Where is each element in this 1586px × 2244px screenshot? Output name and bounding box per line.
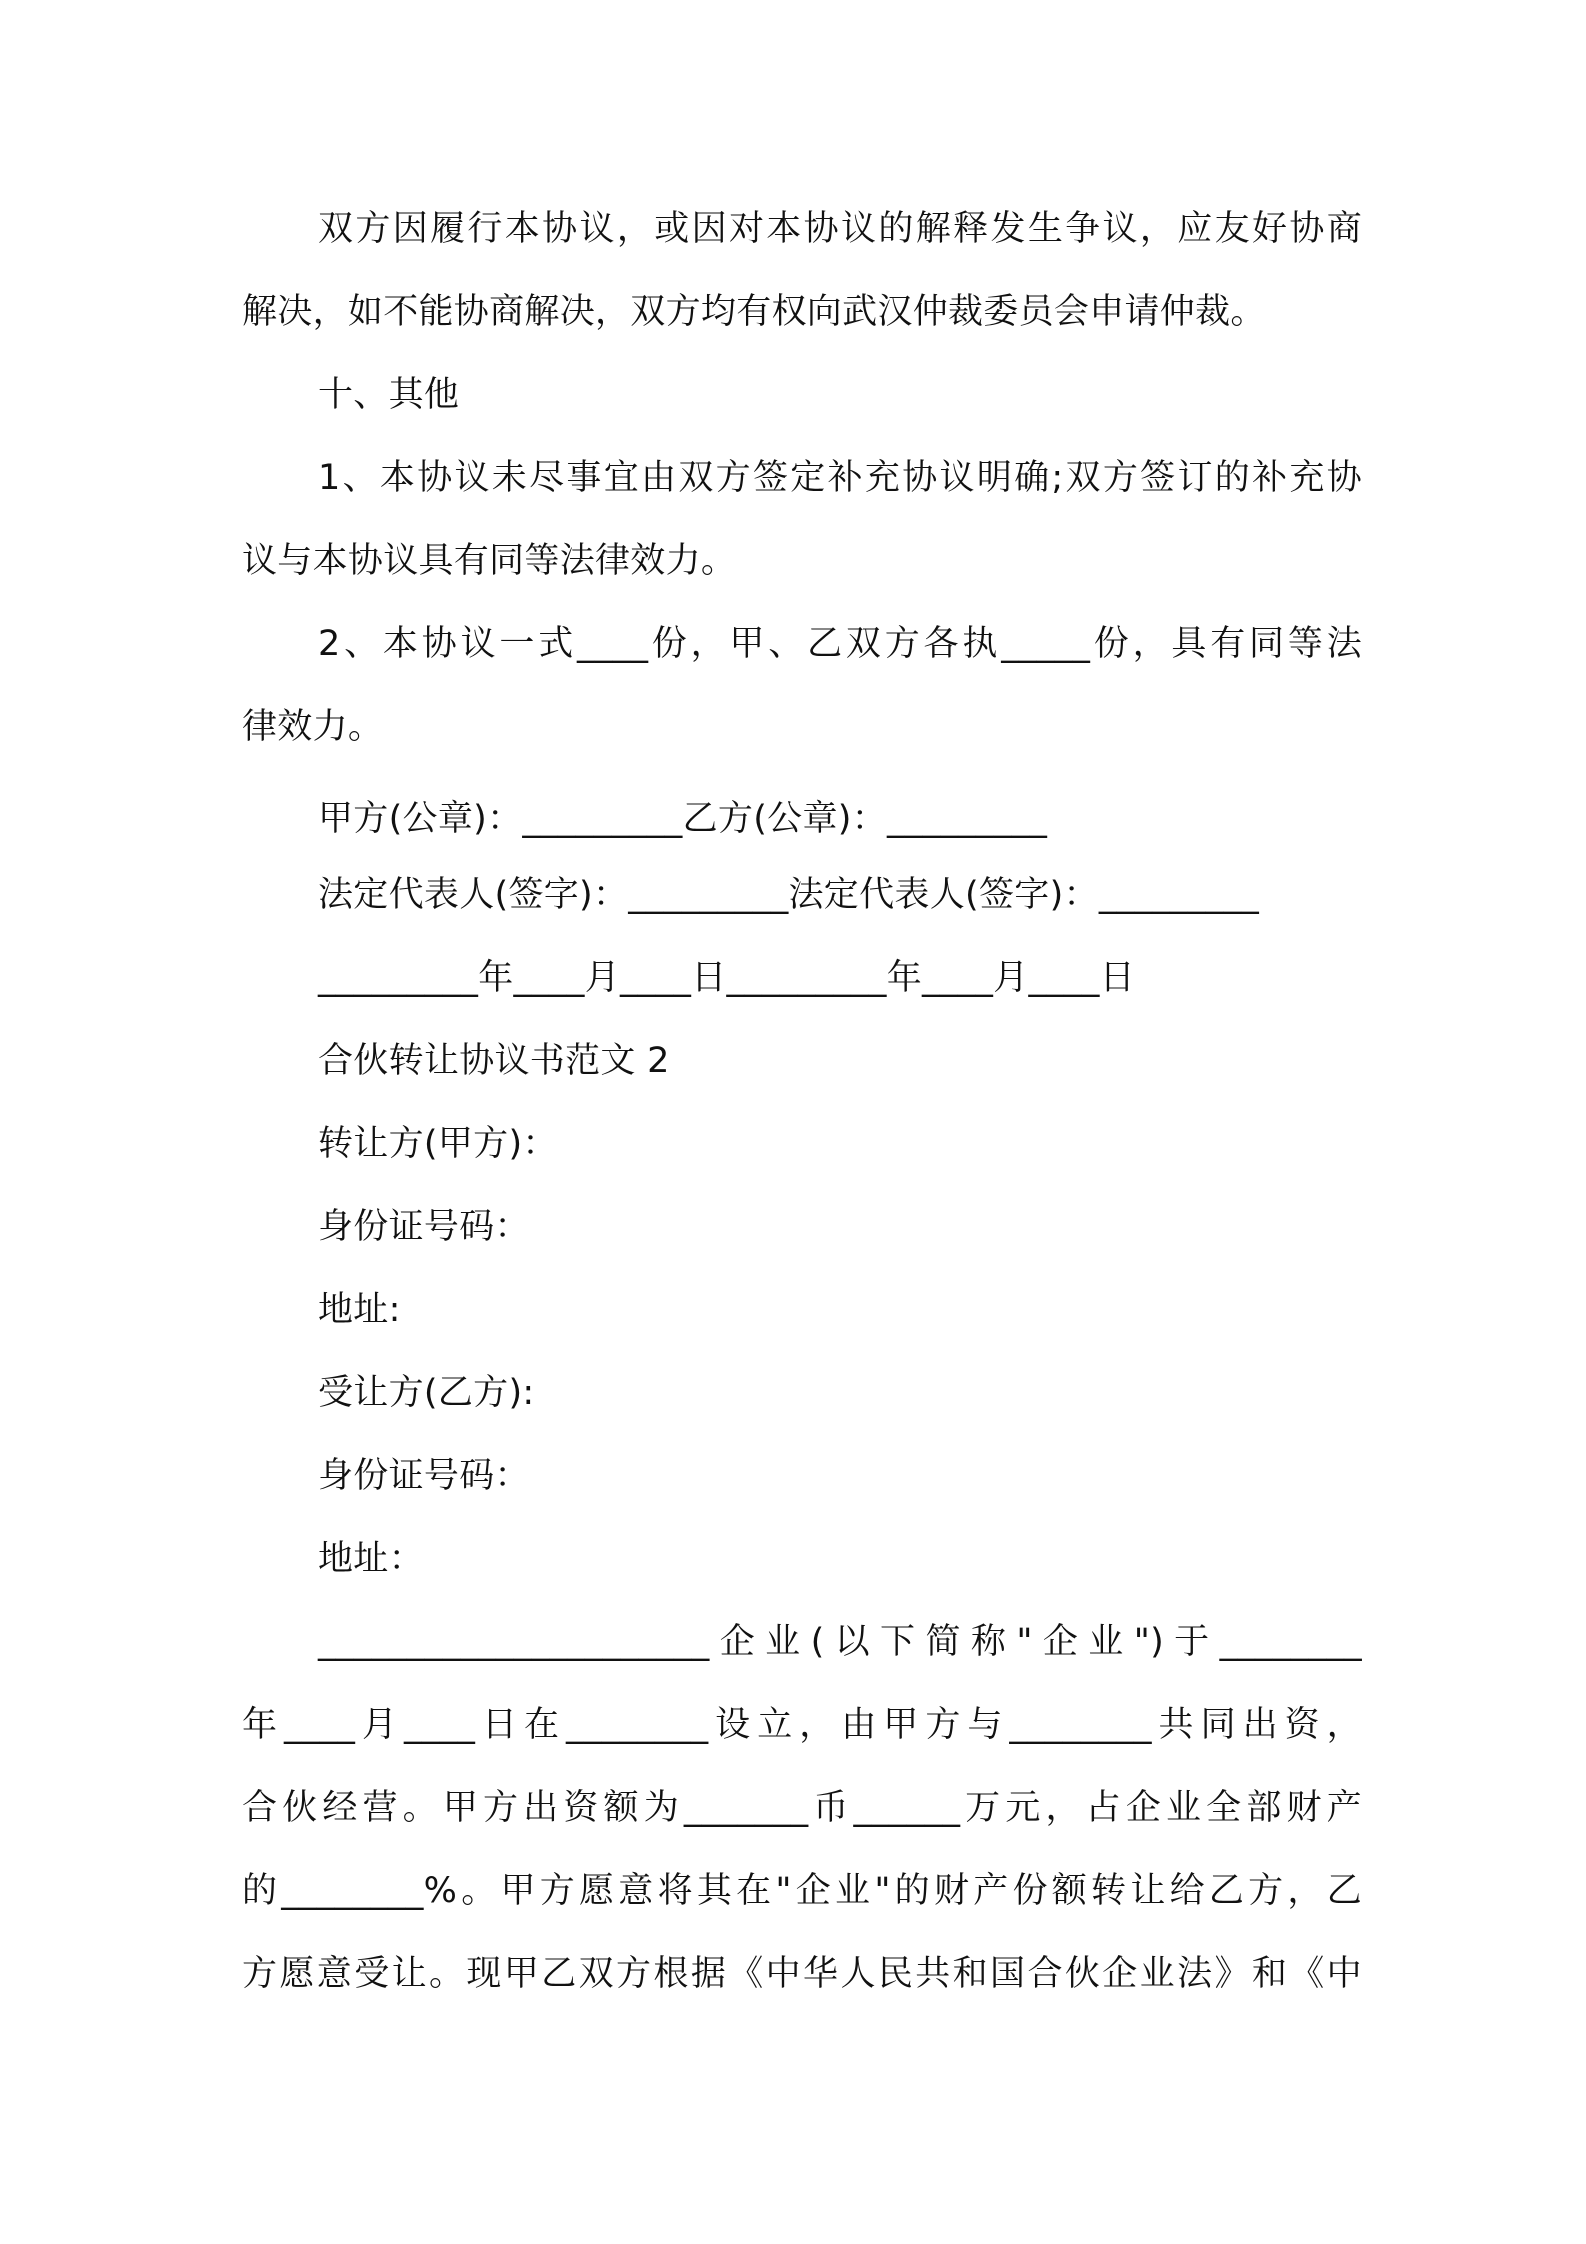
seal-line: 甲方(公章)：_________乙方(公章)：_________ bbox=[318, 799, 1048, 839]
clause-2-line-1: 2、本协议一式____份，甲、乙双方各执_____份，具有同等法 bbox=[318, 624, 1362, 664]
transferee-id-label: 身份证号码： bbox=[318, 1456, 530, 1496]
dispute-paragraph-line-2: 解决，如不能协商解决，双方均有权向武汉仲裁委员会申请仲裁。 bbox=[242, 292, 1266, 332]
dispute-paragraph-line-1: 双方因履行本协议，或因对本协议的解释发生争议，应友好协商 bbox=[318, 209, 1362, 249]
transferee-address-label: 地址： bbox=[318, 1539, 424, 1579]
transferee-label: 受让方(乙方): bbox=[318, 1373, 535, 1413]
transferor-address-label: 地址: bbox=[318, 1290, 401, 1330]
clause-2-line-2: 律效力。 bbox=[242, 707, 384, 747]
agreement-body-line-5: 方愿意受让。现甲乙双方根据《中华人民共和国合伙企业法》和《中 bbox=[242, 1954, 1362, 1994]
agreement-body-line-1: ______________________企业(以下简称"企业")于________ bbox=[318, 1622, 1362, 1662]
section-heading-other: 十、其他 bbox=[318, 375, 460, 415]
transferor-id-label: 身份证号码： bbox=[318, 1207, 530, 1247]
transferor-label: 转让方(甲方)： bbox=[318, 1124, 558, 1164]
clause-1-line-2: 议与本协议具有同等法律效力。 bbox=[242, 541, 737, 581]
signature-line: 法定代表人(签字)：_________法定代表人(签字)：_________ bbox=[318, 875, 1260, 915]
agreement-body-line-3: 合伙经营。甲方出资额为_______币______万元，占企业全部财产 bbox=[242, 1788, 1362, 1828]
sample-2-title: 合伙转让协议书范文 2 bbox=[318, 1041, 670, 1081]
date-line: _________年____月____日_________年____月____日 bbox=[318, 958, 1135, 998]
agreement-body-line-4: 的________%。甲方愿意将其在"企业"的财产份额转让给乙方，乙 bbox=[242, 1871, 1362, 1911]
clause-1-line-1: 1、本协议未尽事宜由双方签定补充协议明确;双方签订的补充协 bbox=[318, 458, 1362, 498]
agreement-body-line-2: 年____月____日在________设立，由甲方与________共同出资， bbox=[242, 1705, 1362, 1745]
